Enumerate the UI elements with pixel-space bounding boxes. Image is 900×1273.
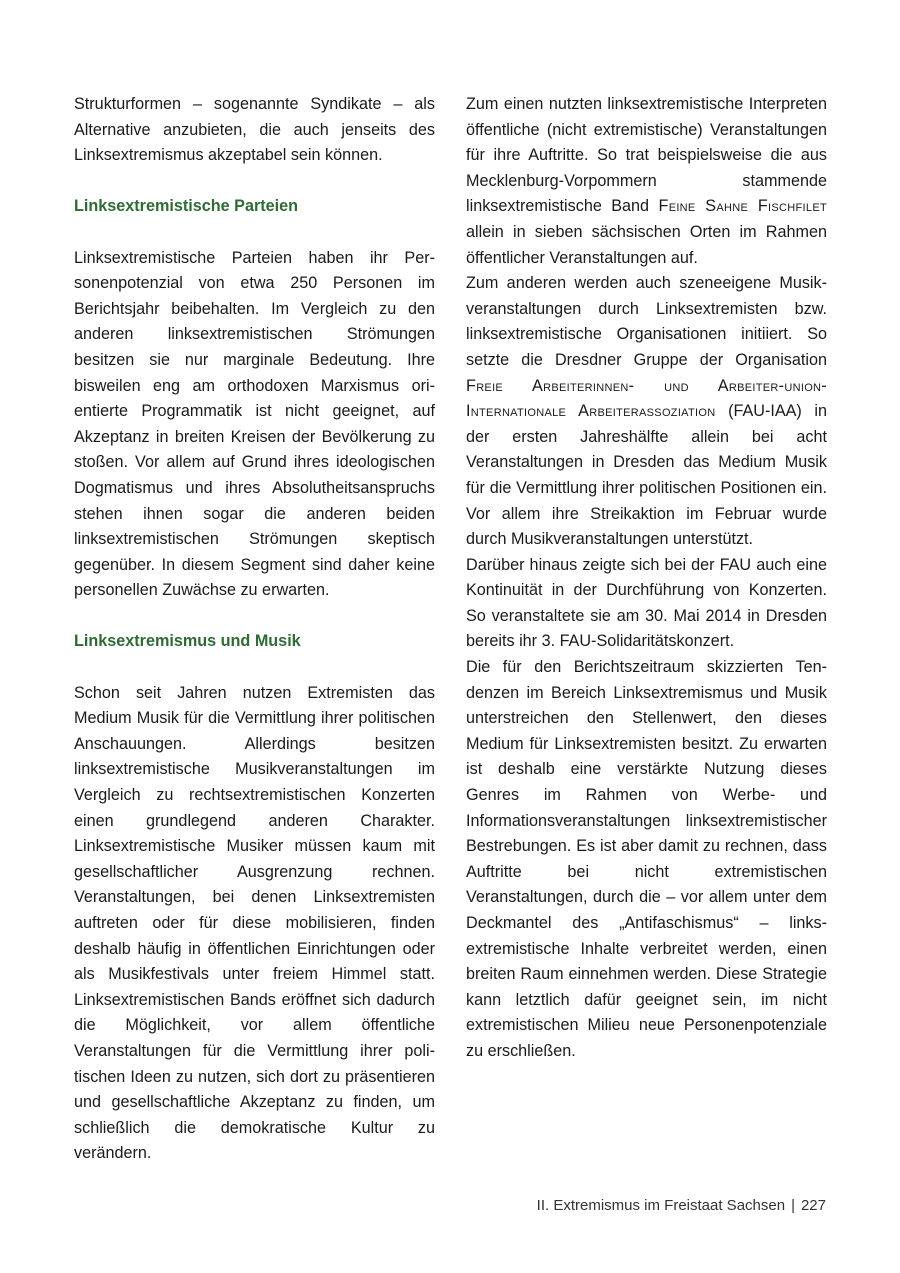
organisation-name: Freie Arbeiterinnen- und Arbeiter-union-Internationale Arbeiterassoziation <box>466 376 827 421</box>
page-number: 227 <box>800 1197 826 1214</box>
left-column <box>74 92 435 1167</box>
auftritte-paragraph <box>466 92 827 271</box>
szeneeigene-paragraph <box>466 271 827 553</box>
auftritte-text-end: allein in sieben sächsischen Orten im Rahmen öffentlicher Veranstaltungen auf. <box>466 222 827 267</box>
intro-paragraph: Strukturformen – sogenannte Syndikate – als Alternative anzubieten, die auch jenseits des Linksextremismus akzeptabel sein können. <box>74 95 435 165</box>
heading-linksextremistische-parteien: Linksextremistische Parteien <box>74 197 299 216</box>
auftritte-text-start: Zum einen nutzten linksextremistische Interpreten öffentliche (nicht extremistische) Veranstaltungen für ihre Auftritte. So trat beispielsweise die aus Mecklenburg-Vorpommern stammende linksextremistische Band <box>466 95 827 216</box>
footer-chapter-title: II. Extremismus im Freistaat Sachsen <box>536 1197 786 1214</box>
szeneeigene-text-start: Zum anderen werden auch szeneeigene Musikveranstaltungen durch Linksextremisten bzw. linksextremistische Organisationen initiiert. So setzte die Dresdner Gruppe der Organisation <box>466 274 827 369</box>
band-name: Feine Sahne Fischfilet <box>658 197 827 216</box>
parteien-paragraph: Linksextremistische Parteien haben ihr Personenpotenzial von etwa 250 Personen im Berichtsjahr beibehalten. Im Vergleich zu den anderen linksextremistischen Strömungen besitzen sie nur marginale Bedeutung. Ihre bisweilen eng am orthodoxen Marxismus orientierte Programmatik ist nicht geeignet, auf Akzeptanz in breiten Kreisen der Bevölkerung zu stoßen. Vor allem auf Grund ihres ideologischen Dogmatismus und ihres Absolutheitsanspruchs stehen ihnen sogar die anderen beiden linksextremistischen Strömungen skeptisch gegenüber. In diesem Segment sind daher keine personellen Zuwächse zu erwarten. <box>74 248 435 600</box>
szeneeigene-text-end: (FAU-IAA) in der ersten Jahreshälfte allein bei acht Veranstaltungen in Dresden das Medium Musik für die Vermittlung ihrer politischen Positionen ein. Vor allem ihre Streikaktion im Februar wurde durch Musikveranstaltungen unterstützt. <box>466 402 827 549</box>
page-footer <box>537 1197 826 1214</box>
right-column <box>466 92 827 1065</box>
heading-linksextremismus-und-musik: Linksextremismus und Musik <box>74 632 301 651</box>
footer-separator: | <box>791 1197 795 1214</box>
musik-paragraph: Schon seit Jahren nutzen Extremisten das Medium Musik für die Vermittlung ihrer politischen Anschauungen. Allerdings besitzen linksextremistische Musikveranstaltungen im Vergleich zu rechtsextremistischen Konzerten einen grundlegend anderen Charakter. Linksextremistische Musiker müssen kaum mit gesellschaftlicher Ausgrenzung rechnen. Veranstaltungen, bei denen Linksextremisten auftreten oder für diese mobilisieren, finden deshalb häufig in öffentlichen Einrichtungen oder als Musikfestivals unter freiem Himmel statt. Linksextremistischen Bands eröffnet sich dadurch die Möglichkeit, vor allem öffentliche Veranstaltungen für die Vermittlung ihrer politischen Ideen zu nutzen, sich dort zu präsentieren und gesellschaftliche Akzeptanz zu finden, um schließlich die demokratische Kultur zu verändern. <box>74 683 435 1163</box>
tendenzen-paragraph: Die für den Berichtszeitraum skizzierten Tendenzen im Bereich Linksextremismus und Musik unterstreichen den Stellenwert, den dieses Medium für Linksextremisten besitzt. Zu erwarten ist deshalb eine verstärkte Nutzung dieses Genres im Rahmen von Werbe- und Informationsveranstaltungen linksextremistischer Bestrebungen. Es ist aber damit zu rechnen, dass Auftritte bei nicht extremistischen Veranstaltungen, durch die – vor allem unter dem Deckmantel des „Antifaschismus“ – linksextremistische Inhalte verbreitet werden, einen breiten Raum einnehmen werden. Diese Strategie kann letztlich dafür geeignet sein, im nicht extremistischen Milieu neue Personenpotenziale zu erschließen. <box>466 658 827 1060</box>
fau-konzerte-paragraph: Darüber hinaus zeigte sich bei der FAU auch eine Kontinuität in der Durchführung von Konzerten. So veranstaltete sie am 30. Mai 2014 in Dresden bereits ihr 3. FAU-Solidaritätskonzert. <box>466 555 827 651</box>
